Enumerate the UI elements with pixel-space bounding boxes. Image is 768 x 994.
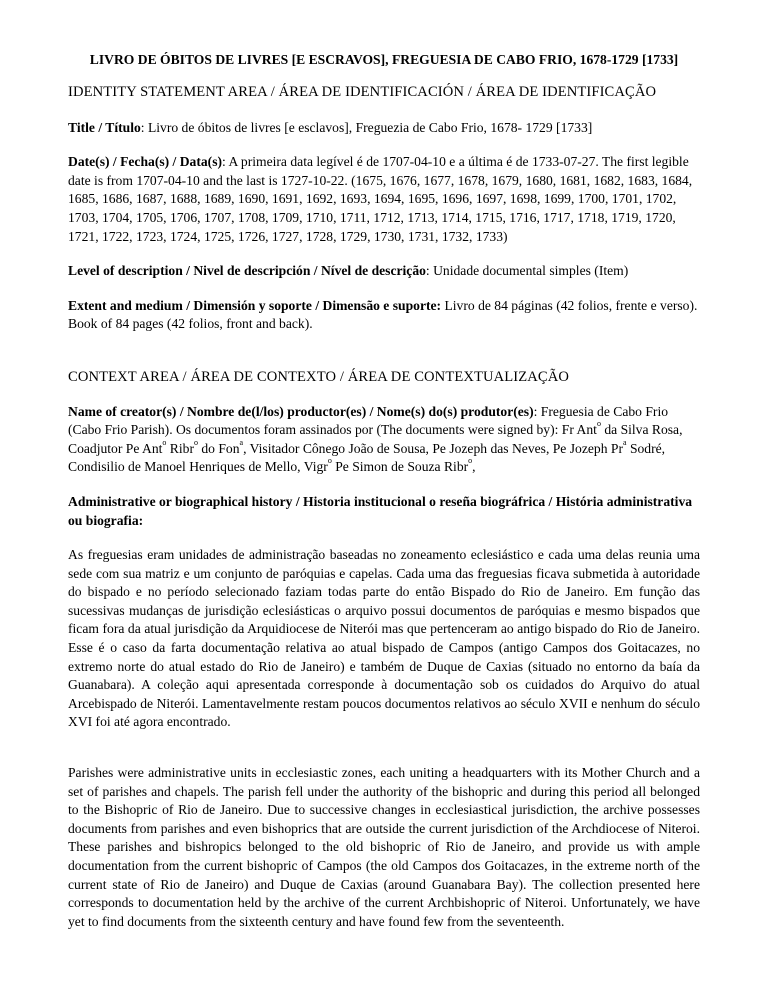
- level-field-label: Level of description / Nivel de descripción / Nível de descrição: [68, 263, 426, 279]
- identity-area-heading: IDENTITY STATEMENT AREA / ÁREA DE IDENTIFICACIÓN / ÁREA DE IDENTIFICAÇÃO: [68, 84, 657, 100]
- creator-field-value-3: Ribr: [166, 440, 194, 456]
- dates-field: [68, 153, 700, 246]
- level-field-value: : Unidade documental simples (Item): [425, 263, 629, 279]
- creator-field-value-8: ,: [472, 459, 476, 475]
- superscript: o: [327, 456, 332, 466]
- document-title: LIVRO DE ÓBITOS DE LIVRES [E ESCRAVOS], FREGUESIA DE CABO FRIO, 1678-1729 [1733]: [89, 52, 679, 67]
- creator-field-value-4: do Fon: [197, 440, 240, 456]
- superscript: a: [622, 437, 627, 447]
- history-paragraph-english: Parishes were administrative units in ecclesiastic zones, each uniting a headquarters with its Mother Church and a set of parishes and chapels. The parish fell under the authority of the bishopric and during this period all belonged to the Bishopric of Rio de Janeiro. Due to successive changes in ecclesiastical jurisdiction, the archive possesses documents from parishes and even bishoprics that are outside the current jurisdiction of the Archdiocese of Niteroi. These parishes and bishropics belonged to the old bishopric of Rio de Janeiro, and provide us with ample documentation from the current bishopric of Campos (the old Campos dos Goitacazes, in the extreme north of the current state of Rio de Janeiro) and Duque de Caxias (around Guanabara Bay). The collection presented here corresponds to documentation held by the archive of the current Archbishopric of Niteroi. Unfortunately, we have yet to find documents from the sixteenth century and have found few from the seventeenth.: [68, 765, 700, 929]
- title-field-value: : Livro de óbitos de livres [e esclavos], Freguezia de Cabo Frio, 1678- 1729 [1733]: [140, 119, 593, 135]
- creator-field-value-7: Pe Simon de Souza Ribr: [331, 459, 469, 475]
- title-field: [68, 119, 700, 138]
- history-paragraph-portuguese: As freguesias eram unidades de administração baseadas no zoneamento eclesiástico e cada uma delas reunia uma sede com sua matriz e um conjunto de paróquias e capelas. Cada uma das freguesias ficava submetida à autoridade do bispado e no período selecionado faziam todas parte do então Bispado do Rio de Janeiro. Em função das sucessivas mudanças de jurisdição eclesiásticas o arquivo possui documentos de paróquias e mesmo bispados que ficam fora da atual jurisdição da Arquidiocese de Niterói mas que pertenceram ao antigo bispado do Rio de Janeiro. Esse é o caso da farta documentação relativa ao atual bispado de Campos (antigo Campos dos Goitacazes, no extremo norte do atual estado do Rio de Janeiro) e também de Duque de Caxias (situado no entorno da baía da Guanabara). A coleção aqui apresentada corresponde à documentação sob os cuidados do Arquivo do atual Arcebispado de Niterói. Lamentavelmente restam poucos documentos relativos ao século XVII e nenhum do século XVI foi até agora encontrado.: [68, 547, 700, 730]
- extent-field-value: Livro de 84 páginas (42 folios, frente e verso). Book of 84 pages (42 folios, front and back).: [68, 297, 698, 332]
- context-area-heading: CONTEXT AREA / ÁREA DE CONTEXTO / ÁREA DE CONTEXTUALIZAÇÃO: [68, 368, 570, 385]
- creator-field-value-6: Sodré, Condisilio de Manoel Henriques de Mello, Vigr: [68, 440, 666, 475]
- superscript: a: [239, 437, 244, 447]
- history-field-label: Administrative or biographical history / Historia institucional o reseña biográfrica / História administrativa ou biografia:: [68, 493, 693, 528]
- level-field: [68, 262, 700, 281]
- superscript: o: [193, 437, 198, 447]
- superscript: o: [162, 437, 167, 447]
- paragraph-spacer: [68, 732, 700, 764]
- dates-field-label: Date(s) / Fecha(s) / Data(s): [68, 154, 223, 170]
- extent-field-label: Extent and medium / Dimensión y soporte / Dimensão e suporte:: [68, 297, 442, 313]
- creator-field-value-2: da Silva Rosa, Coadjutor Pe Ant: [68, 422, 683, 456]
- superscript: o: [468, 456, 473, 466]
- superscript: o: [596, 419, 601, 429]
- extent-field: [68, 297, 700, 334]
- title-field-label: Title / Título: [68, 119, 141, 135]
- creator-field-label: Name of creator(s) / Nombre de(l/los) productor(es) / Nome(s) do(s) produtor(es): [68, 403, 534, 419]
- creator-field: [68, 403, 700, 477]
- creator-field-value-5: , Visitador Cônego João de Sousa, Pe Jozeph das Neves, Pe Jozeph Pr: [243, 440, 623, 456]
- creator-field-value-1: : Freguesia de Cabo Frio (Cabo Frio Parish). Os documentos foram assinados por (The documents were signed by): Fr Ant: [68, 403, 669, 438]
- dates-field-value: : A primeira data legível é de 1707-04-10 e a última é de 1733-07-27. The first legible date is from 1707-04-10 and the last is 1727-10-22. (1675, 1676, 1677, 1678, 1679, 1680, 1681, 1682, 1683, 1684, 1685, 1686, 1687, 1688, 1689, 1690, 1691, 1692, 1693, 1694, 1695, 1696, 1697, 1698, 1699, 1700, 1701, 1702, 1703, 1704, 1705, 1706, 1707, 1708, 1709, 1710, 1711, 1712, 1713, 1714, 1715, 1716, 1717, 1718, 1719, 1720, 1721, 1722, 1723, 1724, 1725, 1726, 1727, 1728, 1729, 1730, 1731, 1732, 1733): [68, 154, 693, 244]
- history-field: [68, 493, 700, 530]
